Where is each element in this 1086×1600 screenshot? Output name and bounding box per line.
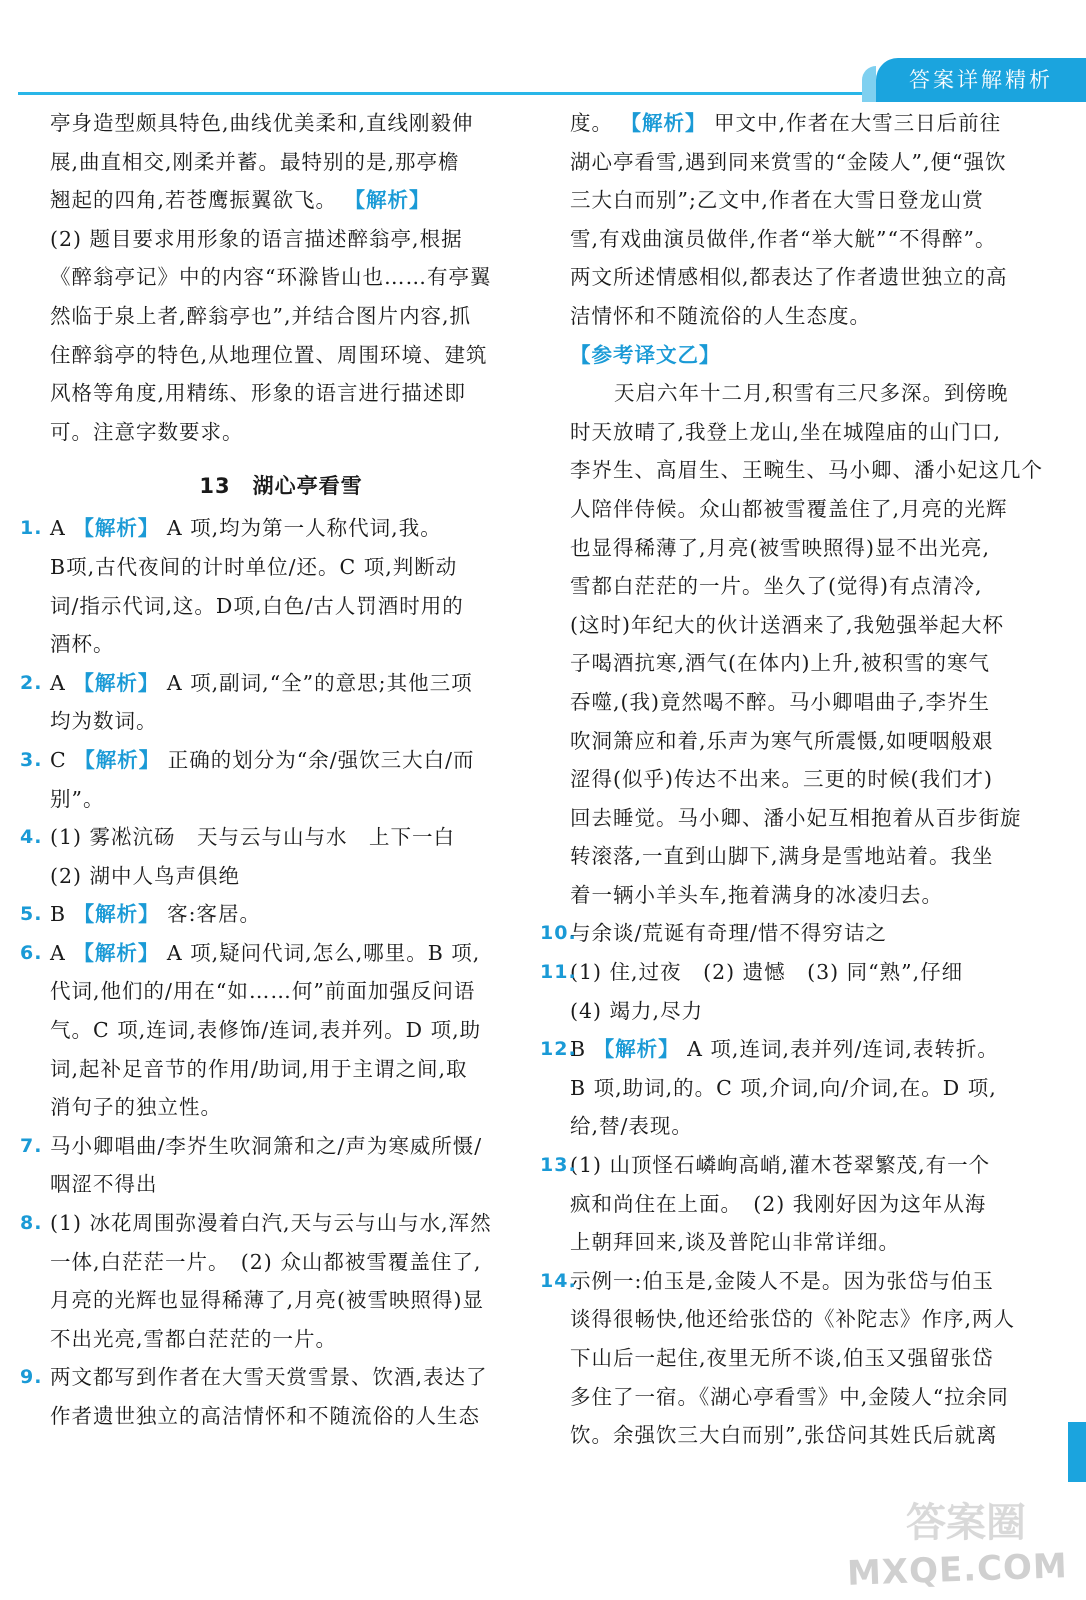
line-text: 月亮的光辉也显得稀薄了,月亮(被雪映照得)显 [50, 1288, 485, 1313]
line-text: 然临于泉上者,醉翁亭也”,并结合图片内容,抓 [50, 303, 472, 328]
text-line [50, 548, 512, 587]
header-title: 答案详解精析 [909, 68, 1053, 92]
section-title: 13 湖心亭看雪 [199, 474, 363, 499]
line-text: 谈得很畅快,他还给张岱的《补陀志》作序,两人 [570, 1307, 1016, 1332]
line-text: A [50, 670, 74, 695]
line-text: (这时)年纪大的伙计送酒来了,我勉强举起大杯 [570, 612, 1005, 637]
question-number: 10. [540, 922, 577, 945]
line-text: 时天放晴了,我登上龙山,坐在城隍庙的山门口, [570, 419, 1002, 444]
line-text: 风格等角度,用精练、形象的语言进行描述即 [50, 381, 467, 406]
line-text-cont: A 项,均为第一人称代词,我。 [159, 516, 442, 541]
text-line [570, 181, 1050, 220]
line-text: B [50, 902, 74, 927]
text-line [540, 914, 1050, 953]
line-text-cont: A 项,疑问代词,怎么,哪里。B 项, [159, 940, 481, 965]
text-line [540, 1146, 1050, 1185]
line-text: 回去睡觉。马小卿、潘小妃互相抱着从百步街旋 [570, 805, 1022, 830]
line-text: 亭身造型颇具特色,曲线优美柔和,直线刚毅伸 [50, 111, 474, 135]
text-line [570, 760, 1050, 799]
text-line [20, 1204, 512, 1243]
right-column [540, 104, 1050, 1455]
text-line [50, 181, 512, 220]
analysis-tag: 【解析】 [73, 516, 160, 541]
text-line [20, 1358, 512, 1397]
text-line [570, 220, 1050, 259]
line-text: 可。注意字数要求。 [50, 419, 244, 444]
line-text: 涩得(似乎)传达不出来。三更的时候(我们才) [570, 767, 993, 792]
line-text: 着一辆小羊头车,拖着满身的冰凌归去。 [570, 882, 944, 907]
line-text: (2) 湖中人鸟声俱绝 [50, 863, 241, 888]
question-number: 8. [20, 1212, 43, 1235]
text-line [20, 934, 512, 973]
text-line [50, 374, 512, 413]
line-text: 气。C 项,连词,表修饰/连词,表并列。D 项,助 [50, 1018, 482, 1043]
analysis-tag: 【参考译文乙】 [570, 342, 721, 367]
text-line [50, 1320, 512, 1359]
text-line [50, 1397, 512, 1436]
text-line [570, 1300, 1050, 1339]
question-number: 6. [20, 941, 43, 964]
text-line [570, 606, 1050, 645]
text-line [20, 818, 512, 857]
analysis-tag: 【解析】 [344, 188, 431, 213]
text-line [50, 625, 512, 664]
text-line [540, 1030, 1050, 1069]
line-text: 李岕生、高眉生、王畹生、马小卿、潘小妃这几个 [570, 458, 1043, 483]
analysis-tag: 【解析】 [73, 902, 160, 927]
text-line [50, 702, 512, 741]
line-text: 《醉翁亭记》中的内容“环滁皆山也……有亭翼 [50, 265, 492, 290]
text-line [570, 104, 1050, 143]
line-text: 上朝拜回来,谈及普陀山非常详细。 [570, 1230, 901, 1255]
line-text: 子喝酒抗寒,酒气(在体内)上升,被积雪的寒气 [570, 651, 991, 676]
line-text: 湖心亭看雪,遇到同来赏雪的“金陵人”,便“强饮 [570, 149, 1007, 174]
line-text: 两文都写到作者在大雪天赏雪景、饮酒,表达了 [50, 1365, 488, 1390]
text-line [50, 780, 512, 819]
line-text: 消句子的独立性。 [50, 1095, 222, 1120]
text-line [570, 1223, 1050, 1262]
line-text: 多住了一宿。《湖心亭看雪》中,金陵人“拉余同 [570, 1384, 1009, 1409]
analysis-tag: 【解析】 [73, 670, 160, 695]
question-number: 2. [20, 671, 43, 694]
text-line [570, 258, 1050, 297]
line-text: (1) 住,过夜 (2) 遗憾 (3) 同“熟”,仔细 [570, 960, 964, 985]
text-line [570, 1069, 1050, 1108]
text-line [50, 297, 512, 336]
line-text: (4) 竭力,尽力 [570, 998, 704, 1023]
text-line [50, 220, 512, 259]
text-line [570, 297, 1050, 336]
text-line [50, 1281, 512, 1320]
header-rule [18, 92, 886, 95]
line-text: 与余谈/荒诞有奇理/惜不得穷诘之 [570, 921, 887, 946]
text-line [50, 336, 512, 375]
text-line [20, 741, 512, 780]
line-text: A [50, 516, 74, 541]
question-number: 7. [20, 1134, 43, 1157]
line-text: 不出光亮,雪都白茫茫的一片。 [50, 1326, 338, 1351]
line-text: 吹洞箫应和着,乐声为寒气所震慑,如哽咽般艰 [570, 728, 994, 753]
text-line [20, 664, 512, 703]
line-text: 天启六年十二月,积雪有三尺多深。到傍晚 [614, 381, 1009, 406]
line-text-cont: A 项,副词,“全”的意思;其他三项 [159, 670, 473, 695]
header-badge [876, 58, 1086, 102]
text-line [570, 799, 1050, 838]
line-text-cont: 正确的划分为“余/强饮三大白/而 [160, 747, 475, 772]
line-text: 雪,有戏曲演员做伴,作者“举大觥”“不得醉”。 [570, 226, 997, 251]
line-text: 均为数词。 [50, 709, 158, 734]
text-line [570, 490, 1050, 529]
text-line [570, 992, 1050, 1031]
line-text: 两文所述情感相似,都表达了作者遗世独立的高 [570, 265, 1008, 290]
page-edge-tab [1068, 1422, 1086, 1482]
text-line [50, 413, 512, 452]
line-text: 住醉翁亭的特色,从地理位置、周围环境、建筑 [50, 342, 488, 367]
text-line [50, 1050, 512, 1089]
analysis-tag: 【解析】 [593, 1037, 680, 1062]
question-number: 12. [540, 1038, 577, 1061]
text-line [570, 451, 1050, 490]
line-text: 代词,他们的/用在“如……何”前面加强反问语 [50, 979, 476, 1004]
text-line [50, 1011, 512, 1050]
line-text: 饮。余强饮三大白而别”,张岱问其姓氏后就离 [570, 1423, 998, 1448]
line-text: 三大白而别”;乙文中,作者在大雪日登龙山赏 [570, 188, 984, 213]
question-number: 14. [540, 1269, 577, 1292]
question-number: 4. [20, 826, 43, 849]
watermark-logo: 答案圈 [906, 1500, 1026, 1546]
analysis-tag: 【解析】 [620, 111, 707, 135]
line-text: 作者遗世独立的高洁情怀和不随流俗的人生态 [50, 1404, 480, 1428]
question-number: 9. [20, 1366, 43, 1389]
text-line [570, 1378, 1050, 1417]
line-text: 人陪伴侍候。众山都被雪覆盖住了,月亮的光辉 [570, 496, 1008, 521]
question-number: 3. [20, 748, 43, 771]
text-line [570, 529, 1050, 568]
line-text: 别”。 [50, 786, 105, 811]
text-line [570, 1107, 1050, 1146]
text-line [540, 953, 1050, 992]
text-line [570, 143, 1050, 182]
text-line [570, 722, 1050, 761]
text-line [570, 336, 1050, 375]
text-line [570, 683, 1050, 722]
text-line [570, 1416, 1050, 1455]
question-number: 11. [540, 961, 577, 984]
line-text: 词,起补足音节的作用/助词,用于主谓之间,取 [50, 1056, 468, 1081]
line-text: 词/指示代词,这。D项,白色/古人罚酒时用的 [50, 593, 464, 618]
line-text: 酒杯。 [50, 632, 115, 657]
line-text-cont: 客:客居。 [159, 902, 262, 927]
line-text: 度。 [570, 111, 621, 135]
analysis-tag: 【解析】 [74, 747, 161, 772]
line-text: 马小卿唱曲/李岕生吹洞箫和之/声为寒威所慑/ [50, 1133, 483, 1158]
text-line [570, 1339, 1050, 1378]
line-text: (1) 冰花周围弥漫着白汽,天与云与山与水,浑然 [50, 1211, 492, 1236]
line-text: B 项,助词,的。C 项,介词,向/介词,在。D 项, [570, 1075, 997, 1100]
question-number: 5. [20, 903, 43, 926]
text-line [20, 895, 512, 934]
line-text: 示例一:伯玉是,金陵人不是。因为张岱与伯玉 [570, 1268, 994, 1293]
text-line [570, 374, 1050, 413]
text-line [20, 1127, 512, 1166]
text-line [50, 857, 512, 896]
text-line [570, 644, 1050, 683]
text-line [50, 1165, 512, 1204]
question-number: 13. [540, 1154, 577, 1177]
line-text: (1) 雾凇沆砀 天与云与山与水 上下一白 [50, 825, 456, 850]
question-number: 1. [20, 517, 43, 540]
text-line [540, 1262, 1050, 1301]
text-line [50, 972, 512, 1011]
line-text-cont: A 项,连词,表并列/连词,表转折。 [679, 1037, 999, 1062]
line-text: 给,替/表现。 [570, 1114, 693, 1139]
text-line [50, 143, 512, 182]
text-line [50, 258, 512, 297]
line-text-cont: 甲文中,作者在大雪三日后前往 [706, 111, 1002, 135]
line-text: 翘起的四角,若苍鹰振翼欲飞。 [50, 188, 345, 213]
text-line [50, 104, 512, 143]
line-text: (1) 山顶怪石嶙峋高峭,灌木苍翠繁茂,有一个 [570, 1153, 991, 1178]
line-text: 也显得稀薄了,月亮(被雪映照得)显不出光亮, [570, 535, 991, 560]
line-text: 下山后一起住,夜里无所不谈,伯玉又强留张岱 [570, 1346, 994, 1370]
text-line [50, 1088, 512, 1127]
text-line [570, 1185, 1050, 1224]
line-text: (2) 题目要求用形象的语言描述醉翁亭,根据 [50, 226, 463, 251]
line-text: 雪都白茫茫的一片。坐久了(觉得)有点清冷, [570, 574, 983, 599]
left-column [20, 104, 512, 1436]
text-line [20, 509, 512, 548]
line-text: 洁情怀和不随流俗的人生态度。 [570, 303, 871, 328]
line-text: B项,古代夜间的计时单位/还。C 项,判断动 [50, 554, 458, 579]
line-text: B [570, 1037, 594, 1062]
line-text: 一体,白茫茫一片。 (2) 众山都被雪覆盖住了, [50, 1249, 482, 1274]
line-text: A [50, 940, 74, 965]
watermark-url: MXQE.COM [846, 1546, 1069, 1594]
text-line [50, 1243, 512, 1282]
line-text: 咽涩不得出 [50, 1172, 158, 1197]
text-line [570, 837, 1050, 876]
text-line [570, 876, 1050, 915]
line-text: 吞噬,(我)竟然喝不醉。马小卿唱曲子,李岕生 [570, 689, 991, 714]
analysis-tag: 【解析】 [73, 940, 160, 965]
line-text: 展,曲直相交,刚柔并蓄。最特别的是,那亭檐 [50, 149, 460, 174]
line-text: C [50, 747, 75, 772]
text-line [50, 587, 512, 626]
text-line [570, 567, 1050, 606]
text-line [570, 413, 1050, 452]
line-text: 转滚落,一直到山脚下,满身是雪地站着。我坐 [570, 844, 994, 869]
line-text: 疯和尚住在上面。 (2) 我刚好因为这年从海 [570, 1191, 987, 1216]
